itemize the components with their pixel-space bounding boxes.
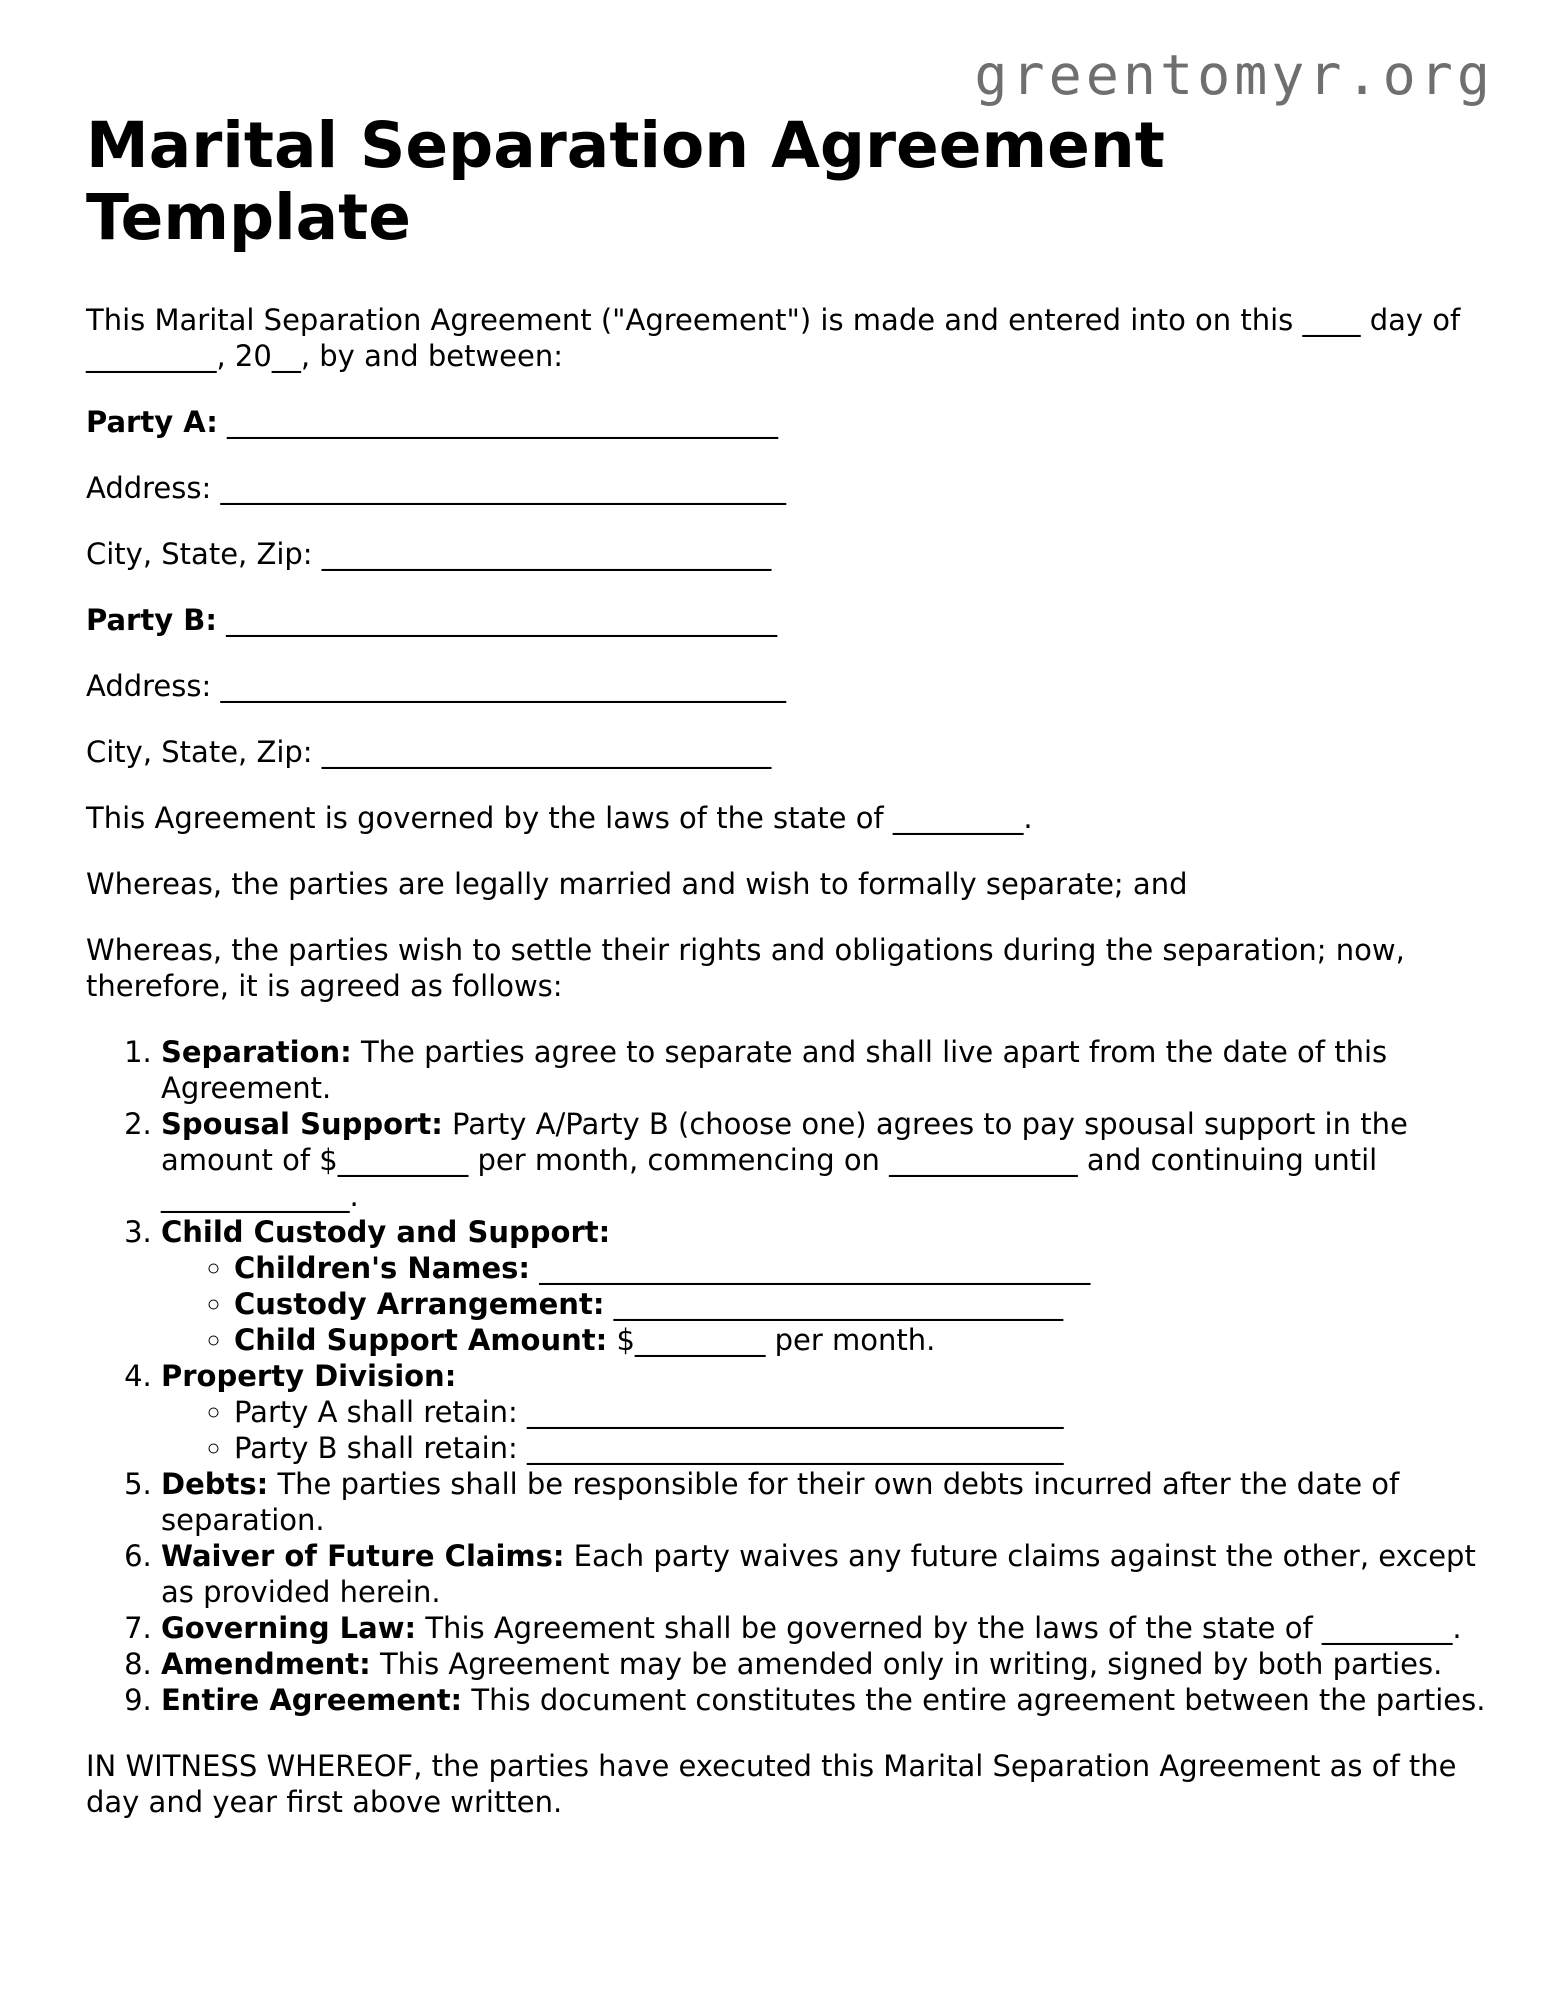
whereas-paragraph-1: Whereas, the parties are legally married and wish to formally separate; and [86,867,1188,901]
party-b-name-blank[interactable]: ______________________________________ [226,603,778,637]
sub-item [234,1250,1486,1286]
sub-blank[interactable]: Party B shall retain: _____________________________________ [234,1431,1064,1465]
party-a-city-field[interactable] [86,536,1486,572]
term-title: Entire Agreement: [161,1683,463,1717]
term-item [161,1214,1486,1358]
property-sublist [161,1394,1486,1466]
term-title: Separation: [161,1035,352,1069]
sub-blank[interactable]: Party A shall retain: _____________________________________ [234,1395,1064,1429]
sub-blank[interactable]: _______________________________ [604,1287,1064,1321]
term-text: This document constitutes the entire agreement between the parties. [462,1683,1486,1717]
term-item [161,1466,1486,1538]
term-title: Spousal Support: [161,1107,443,1141]
term-item [161,1538,1486,1610]
term-title: Child Custody and Support: [161,1215,611,1249]
party-a-city-blank[interactable]: _______________________________ [321,537,772,571]
party-b-city-field[interactable] [86,734,1486,770]
sub-label: Child Support Amount: [234,1323,608,1357]
party-b-address-label: Address: [86,669,212,703]
witness-paragraph: IN WITNESS WHEREOF, the parties have executed this Marital Separation Agreement as of the day and year first above written. [86,1749,1457,1819]
term-text: This Agreement may be amended only in writing, signed by both parties. [370,1647,1443,1681]
intro-paragraph: This Marital Separation Agreement ("Agreement") is made and entered into on this ____ day of _________, 20__, by and between: [86,303,1461,373]
document-page [86,110,1486,1850]
term-item [161,1106,1486,1214]
party-a-name-field[interactable] [86,404,1486,440]
term-text: Party A/Party B (choose one) agrees to pay spousal support in the amount of $_________ per month, commencing on _____________ and continuing until _____________. [161,1107,1408,1213]
term-item [161,1358,1486,1466]
term-text: This Agreement shall be governed by the laws of the state of _________. [416,1611,1462,1645]
party-b-label: Party B: [86,603,217,637]
document-title: Marital Separation Agreement Template [86,109,1165,254]
party-a-address-label: Address: [86,471,212,505]
party-a-address-blank[interactable]: _______________________________________ [220,471,786,505]
custody-sublist [161,1250,1486,1358]
party-a-city-label: City, State, Zip: [86,537,313,571]
party-b-address-blank[interactable]: _______________________________________ [220,669,786,703]
term-text: Each party waives any future claims against the other, except as provided herein. [161,1539,1476,1609]
party-b-city-blank[interactable]: _______________________________ [321,735,772,769]
sub-item [234,1430,1486,1466]
party-b-city-label: City, State, Zip: [86,735,313,769]
whereas-paragraph-2: Whereas, the parties wish to settle their rights and obligations during the separation; now, therefore, it is agreed as follows: [86,933,1405,1003]
party-a-label: Party A: [86,405,218,439]
term-item [161,1610,1486,1646]
sub-label: Custody Arrangement: [234,1287,605,1321]
sub-item [234,1286,1486,1322]
term-title: Amendment: [161,1647,371,1681]
term-item [161,1646,1486,1682]
term-title: Governing Law: [161,1611,417,1645]
terms-list [86,1034,1486,1718]
sub-item [234,1394,1486,1430]
term-text: The parties agree to separate and shall live apart from the date of this Agreement. [161,1035,1388,1105]
party-a-name-blank[interactable]: ______________________________________ [227,405,779,439]
party-b-name-field[interactable] [86,602,1486,638]
sub-blank[interactable]: $_________ per month. [607,1323,936,1357]
sub-item [234,1322,1486,1358]
term-title: Waiver of Future Claims: [161,1539,565,1573]
sub-label: Children's Names: [234,1251,531,1285]
governing-paragraph: This Agreement is governed by the laws of the state of _________. [86,801,1033,835]
term-item [161,1682,1486,1718]
term-title: Debts: [161,1467,269,1501]
watermark: greentomyr.org [974,43,1494,107]
party-b-address-field[interactable] [86,668,1486,704]
term-title: Property Division: [161,1359,457,1393]
party-a-address-field[interactable] [86,470,1486,506]
term-text: The parties shall be responsible for their own debts incurred after the date of separation. [161,1467,1400,1537]
sub-blank[interactable]: ______________________________________ [530,1251,1091,1285]
term-item [161,1034,1486,1106]
